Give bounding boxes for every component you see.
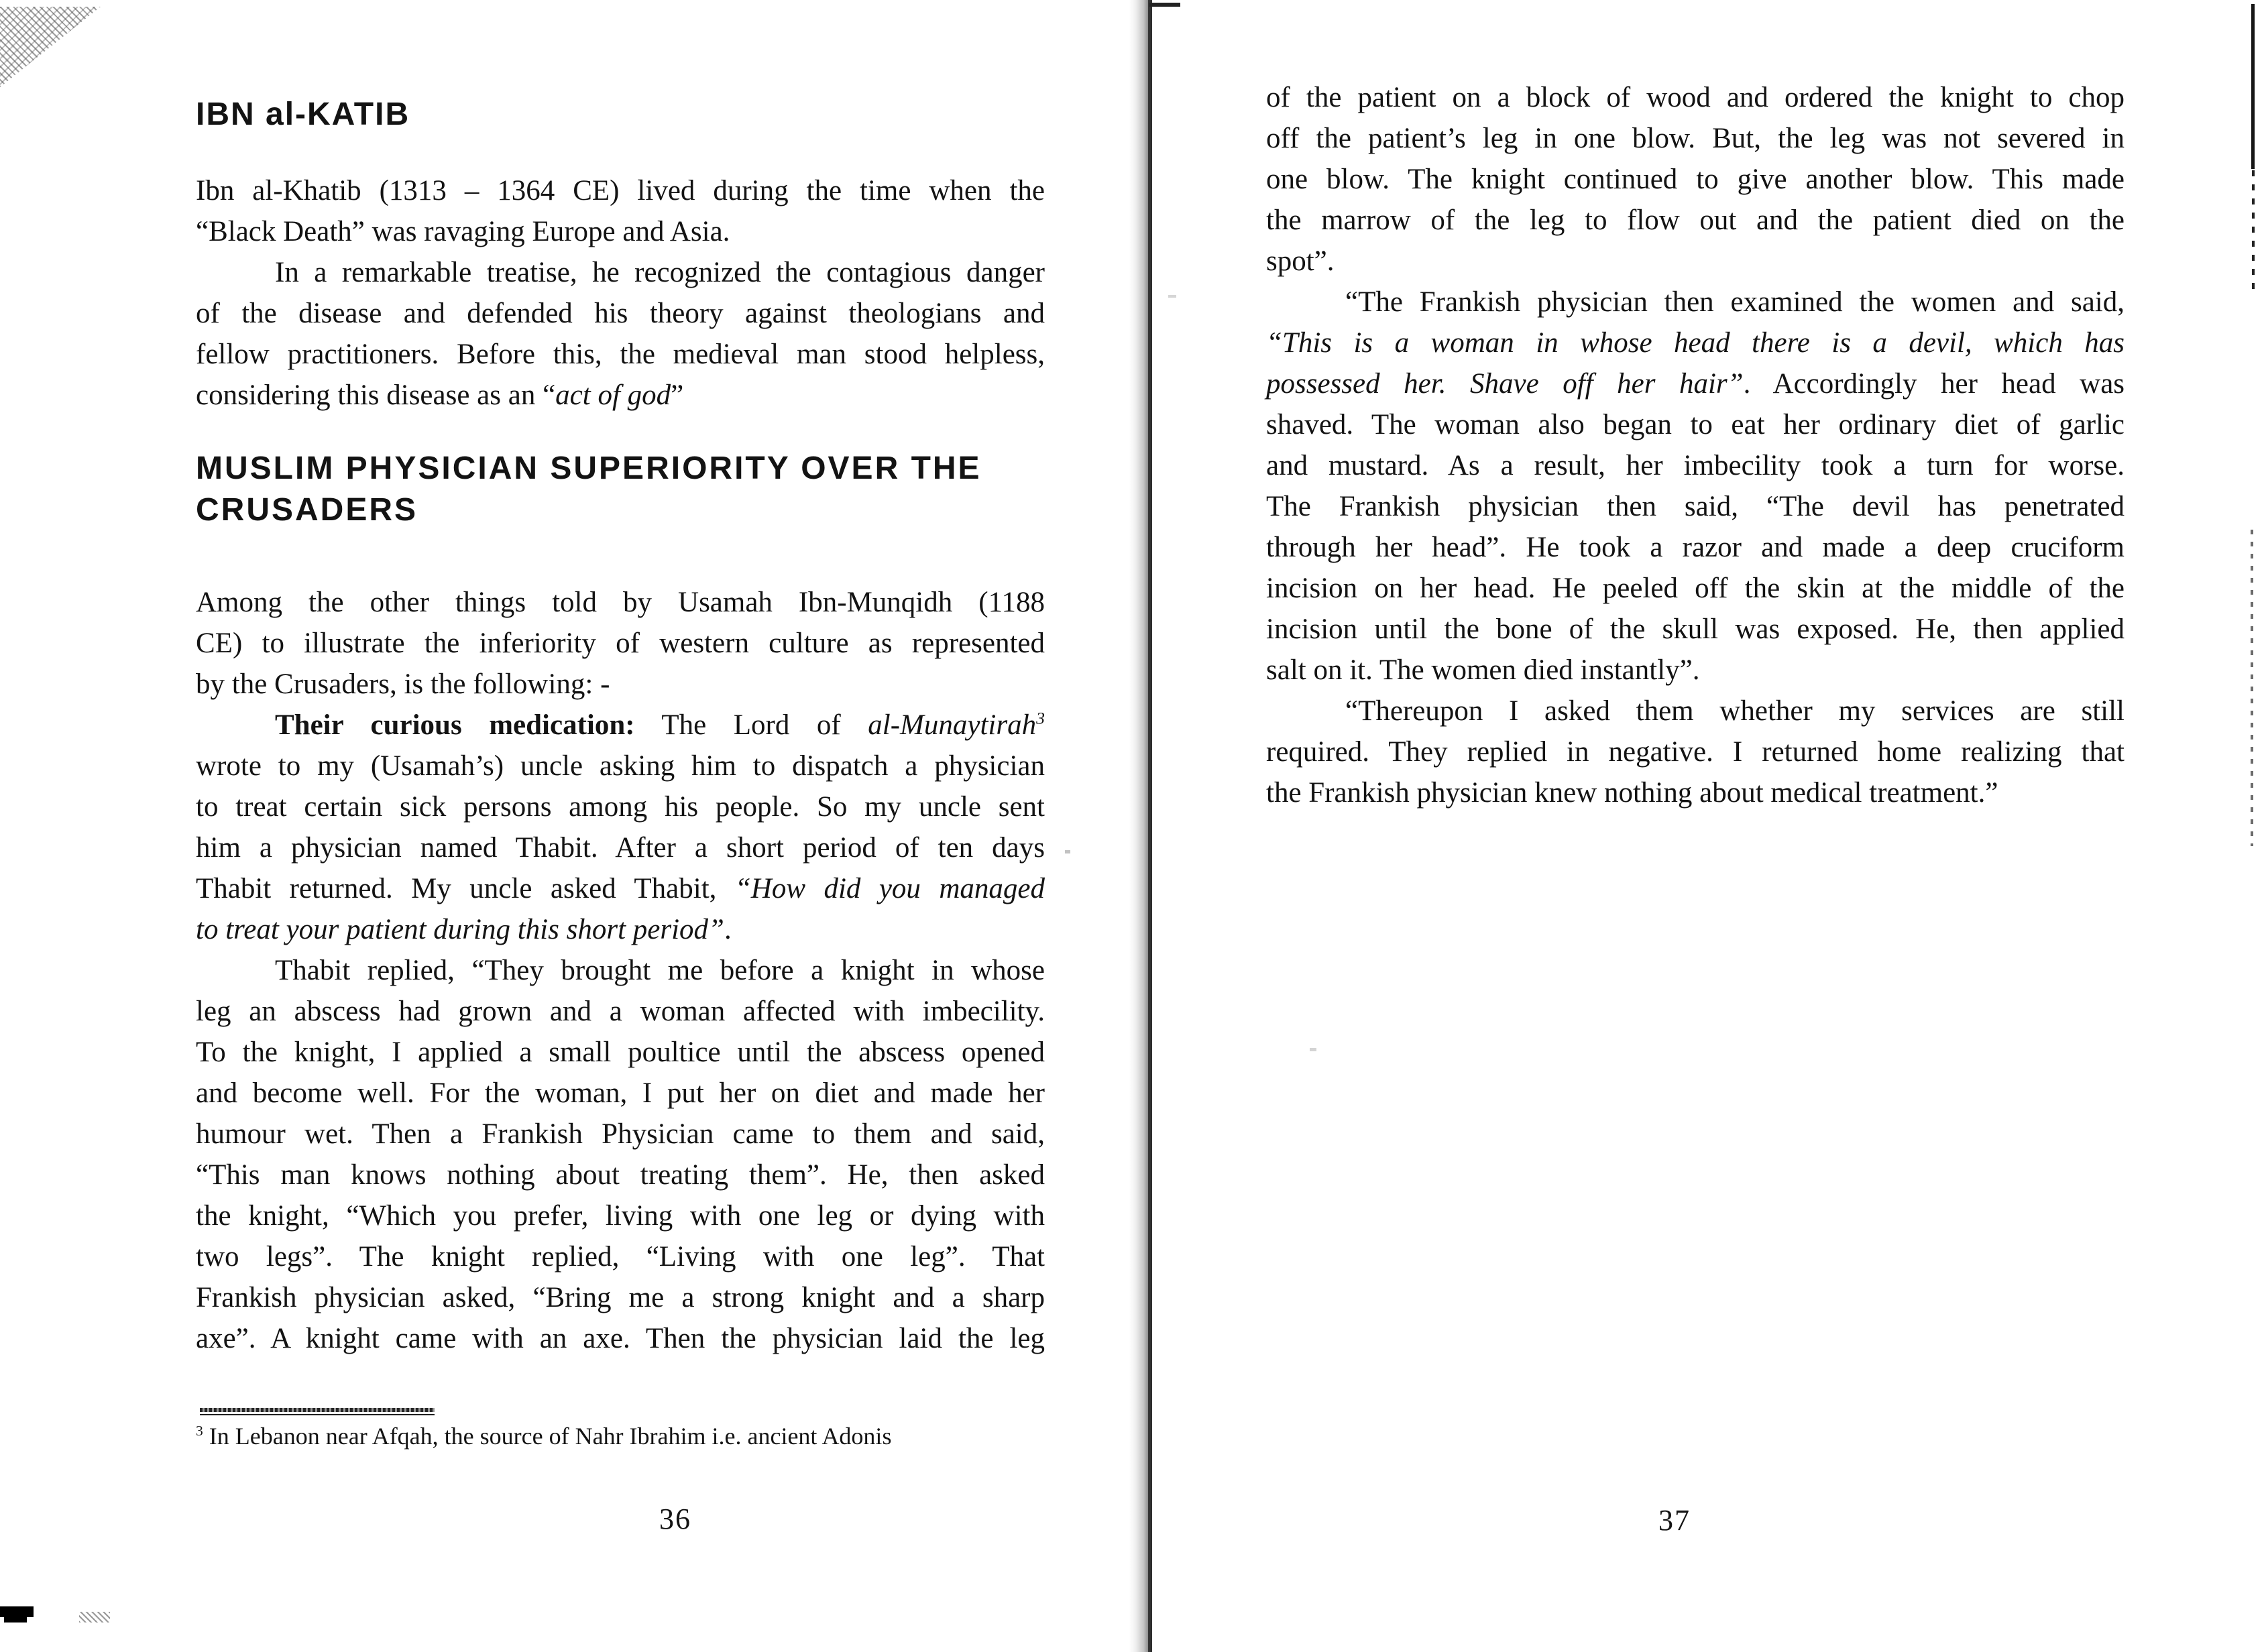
text-segment: 3 bbox=[1036, 708, 1045, 728]
text-line bbox=[196, 334, 1045, 375]
text-line bbox=[196, 94, 1045, 135]
text-segment: Thabit replied, “They brought me before a knight in whose bbox=[275, 955, 1045, 986]
text-line bbox=[196, 1236, 1045, 1277]
text-line bbox=[1266, 282, 2125, 322]
text-line bbox=[1266, 650, 2125, 691]
paragraph bbox=[196, 170, 1045, 252]
text-segment: “This is a woman in whose head there is a devil, which has bbox=[1266, 327, 2125, 359]
text-line bbox=[196, 1318, 1045, 1359]
text-line bbox=[196, 1195, 1045, 1236]
section-heading bbox=[196, 94, 1045, 135]
text-line bbox=[1266, 118, 2125, 159]
scan-dot bbox=[1168, 295, 1176, 298]
text-line bbox=[1266, 691, 2125, 731]
text-segment: “The Frankish physician then examined the women and said, bbox=[1345, 286, 2125, 318]
text-segment: wrote to my (Usamah’s) uncle asking him to dispatch a physician bbox=[196, 750, 1045, 782]
text-line bbox=[1266, 772, 2125, 813]
text-line bbox=[196, 664, 1045, 705]
text-line bbox=[196, 1155, 1045, 1195]
text-segment: . bbox=[724, 914, 732, 945]
footnote-body: In Lebanon near Afqah, the source of Nahr Ibrahim i.e. ancient Adonis bbox=[203, 1423, 892, 1450]
text-line bbox=[196, 293, 1045, 334]
scan-dot bbox=[1310, 1048, 1316, 1051]
text-line bbox=[196, 489, 1045, 531]
text-segment: The Lord of bbox=[634, 709, 868, 741]
text-segment: Thabit returned. My uncle asked Thabit, bbox=[196, 873, 735, 904]
text-segment: incision until the bone of the skull was exposed. He, then applied bbox=[1266, 613, 2125, 645]
text-segment: “How did you managed bbox=[734, 873, 1045, 904]
text-line bbox=[196, 1073, 1045, 1114]
paragraph bbox=[196, 252, 1045, 416]
text-segment: Their curious medication: bbox=[275, 709, 635, 741]
text-line bbox=[196, 705, 1045, 746]
text-line bbox=[196, 827, 1045, 868]
text-line bbox=[196, 1032, 1045, 1073]
text-segment: through her head”. He took a razor and made a deep cruciform bbox=[1266, 532, 2125, 563]
text-segment: of the disease and defended his theory against theologians and bbox=[196, 298, 1045, 329]
footnote-marker: 3 bbox=[196, 1423, 203, 1439]
text-segment: required. They replied in negative. I returned home realizing that bbox=[1266, 736, 2125, 768]
scan-edge-dashes-upper bbox=[2252, 170, 2255, 292]
text-segment: Ibn al-Khatib (1313 – 1364 CE) lived during the time when the bbox=[196, 175, 1045, 206]
text-segment: . Accordingly her head was bbox=[1743, 368, 2125, 400]
scan-blob bbox=[0, 1606, 34, 1617]
scan-edge-line bbox=[2251, 4, 2255, 169]
text-segment: CE) to illustrate the inferiority of western culture as represented bbox=[196, 628, 1045, 659]
scan-edge-dashes-lower bbox=[2251, 530, 2253, 846]
text-line bbox=[1266, 200, 2125, 241]
text-line bbox=[196, 1114, 1045, 1155]
text-segment: shaved. The woman also began to eat her ordinary diet of garlic bbox=[1266, 409, 2125, 440]
text-segment: Among the other things told by Usamah Ibn-Munqidh (1188 bbox=[196, 587, 1045, 618]
text-segment: CRUSADERS bbox=[196, 492, 418, 528]
text-line bbox=[196, 623, 1045, 664]
paragraph bbox=[196, 950, 1045, 1359]
text-segment: humour wet. Then a Frankish Physician came to them and said, bbox=[196, 1118, 1045, 1150]
text-segment: by the Crusaders, is the following: - bbox=[196, 668, 610, 700]
section-heading bbox=[196, 448, 1045, 531]
text-line bbox=[1266, 404, 2125, 445]
text-line bbox=[196, 950, 1045, 991]
text-line bbox=[1266, 486, 2125, 527]
text-segment: incision on her head. He peeled off the skin at the middle of the bbox=[1266, 573, 2125, 604]
text-segment: possessed her. Shave off her hair” bbox=[1266, 368, 1744, 400]
text-line bbox=[196, 746, 1045, 786]
text-line bbox=[196, 375, 1045, 416]
text-line bbox=[196, 252, 1045, 293]
spine-top-tick bbox=[1149, 3, 1180, 7]
text-segment: the knight, “Which you prefer, living with one leg or dying with bbox=[196, 1200, 1045, 1232]
text-segment: off the patient’s leg in one blow. But, the leg was not severed in bbox=[1266, 123, 2125, 154]
text-line bbox=[1266, 322, 2125, 363]
text-segment: two legs”. The knight replied, “Living with one leg”. That bbox=[196, 1241, 1045, 1273]
footnote bbox=[196, 1421, 1045, 1451]
paragraph bbox=[196, 582, 1045, 705]
text-line bbox=[196, 1277, 1045, 1318]
text-segment: “Thereupon I asked them whether my services are still bbox=[1345, 695, 2125, 727]
text-segment: one blow. The knight continued to give another blow. This made bbox=[1266, 164, 2125, 195]
text-line bbox=[1266, 77, 2125, 118]
text-line bbox=[196, 991, 1045, 1032]
text-segment: ” bbox=[671, 379, 684, 411]
text-segment: MUSLIM PHYSICIAN SUPERIORITY OVER THE bbox=[196, 451, 982, 486]
text-segment: and mustard. As a result, her imbecility took a turn for worse. bbox=[1266, 450, 2125, 481]
text-segment: al-Munaytirah bbox=[868, 709, 1037, 741]
text-segment: the marrow of the leg to flow out and the patient died on the bbox=[1266, 204, 2125, 236]
book-spine-line bbox=[1148, 0, 1151, 1652]
text-line bbox=[1266, 241, 2125, 282]
paragraph bbox=[1266, 77, 2125, 282]
text-segment: axe”. A knight came with an axe. Then the physician laid the leg bbox=[196, 1323, 1045, 1354]
paragraph bbox=[196, 705, 1045, 950]
text-segment: and become well. For the woman, I put her on diet and made her bbox=[196, 1077, 1045, 1109]
text-segment: considering this disease as an “ bbox=[196, 379, 556, 411]
scan-blob bbox=[4, 1617, 27, 1622]
corner-speckle-noise bbox=[0, 7, 101, 87]
scan-speckle bbox=[79, 1612, 110, 1622]
text-segment: To the knight, I applied a small poultice until the abscess opened bbox=[196, 1037, 1045, 1068]
text-segment: IBN al-KATIB bbox=[196, 97, 410, 132]
text-segment: the Frankish physician knew nothing about medical treatment.” bbox=[1266, 777, 1998, 809]
text-line bbox=[196, 170, 1045, 211]
text-segment: “This man knows nothing about treating them”. He, then asked bbox=[196, 1159, 1045, 1191]
text-segment: In a remarkable treatise, he recognized the contagious danger bbox=[275, 257, 1045, 288]
text-segment: act of god bbox=[555, 379, 671, 411]
text-line bbox=[1266, 159, 2125, 200]
footnote-rule bbox=[200, 1408, 435, 1415]
page-number-left: 36 bbox=[659, 1502, 691, 1535]
scan-dot bbox=[1065, 850, 1070, 853]
text-line bbox=[196, 868, 1045, 909]
text-line bbox=[1266, 363, 2125, 404]
right-page-content bbox=[1266, 77, 2125, 813]
text-line bbox=[196, 582, 1045, 623]
text-segment: to treat certain sick persons among his people. So my uncle sent bbox=[196, 791, 1045, 823]
text-segment: salt on it. The women died instantly”. bbox=[1266, 654, 1700, 686]
left-page-content bbox=[196, 94, 1045, 1359]
text-segment: Frankish physician asked, “Bring me a strong knight and a sharp bbox=[196, 1282, 1045, 1313]
text-line bbox=[1266, 731, 2125, 772]
text-segment: “Black Death” was ravaging Europe and Asia. bbox=[196, 216, 730, 247]
text-segment: of the patient on a block of wood and ordered the knight to chop bbox=[1266, 82, 2125, 113]
text-segment: fellow practitioners. Before this, the medieval man stood helpless, bbox=[196, 339, 1045, 370]
text-line bbox=[1266, 609, 2125, 650]
text-segment: to treat your patient during this short period” bbox=[196, 914, 724, 945]
text-line bbox=[1266, 445, 2125, 486]
text-line bbox=[196, 786, 1045, 827]
text-line bbox=[196, 211, 1045, 252]
text-segment: spot”. bbox=[1266, 245, 1335, 277]
text-segment: The Frankish physician then said, “The devil has penetrated bbox=[1266, 491, 2125, 522]
text-line bbox=[196, 909, 1045, 950]
text-line bbox=[1266, 568, 2125, 609]
paragraph bbox=[1266, 282, 2125, 691]
page-number-right: 37 bbox=[1658, 1504, 1691, 1537]
paragraph bbox=[1266, 691, 2125, 813]
text-line bbox=[196, 448, 1045, 489]
text-segment: leg an abscess had grown and a woman affected with imbecility. bbox=[196, 996, 1045, 1027]
text-segment: him a physician named Thabit. After a short period of ten days bbox=[196, 832, 1045, 864]
text-line bbox=[1266, 527, 2125, 568]
